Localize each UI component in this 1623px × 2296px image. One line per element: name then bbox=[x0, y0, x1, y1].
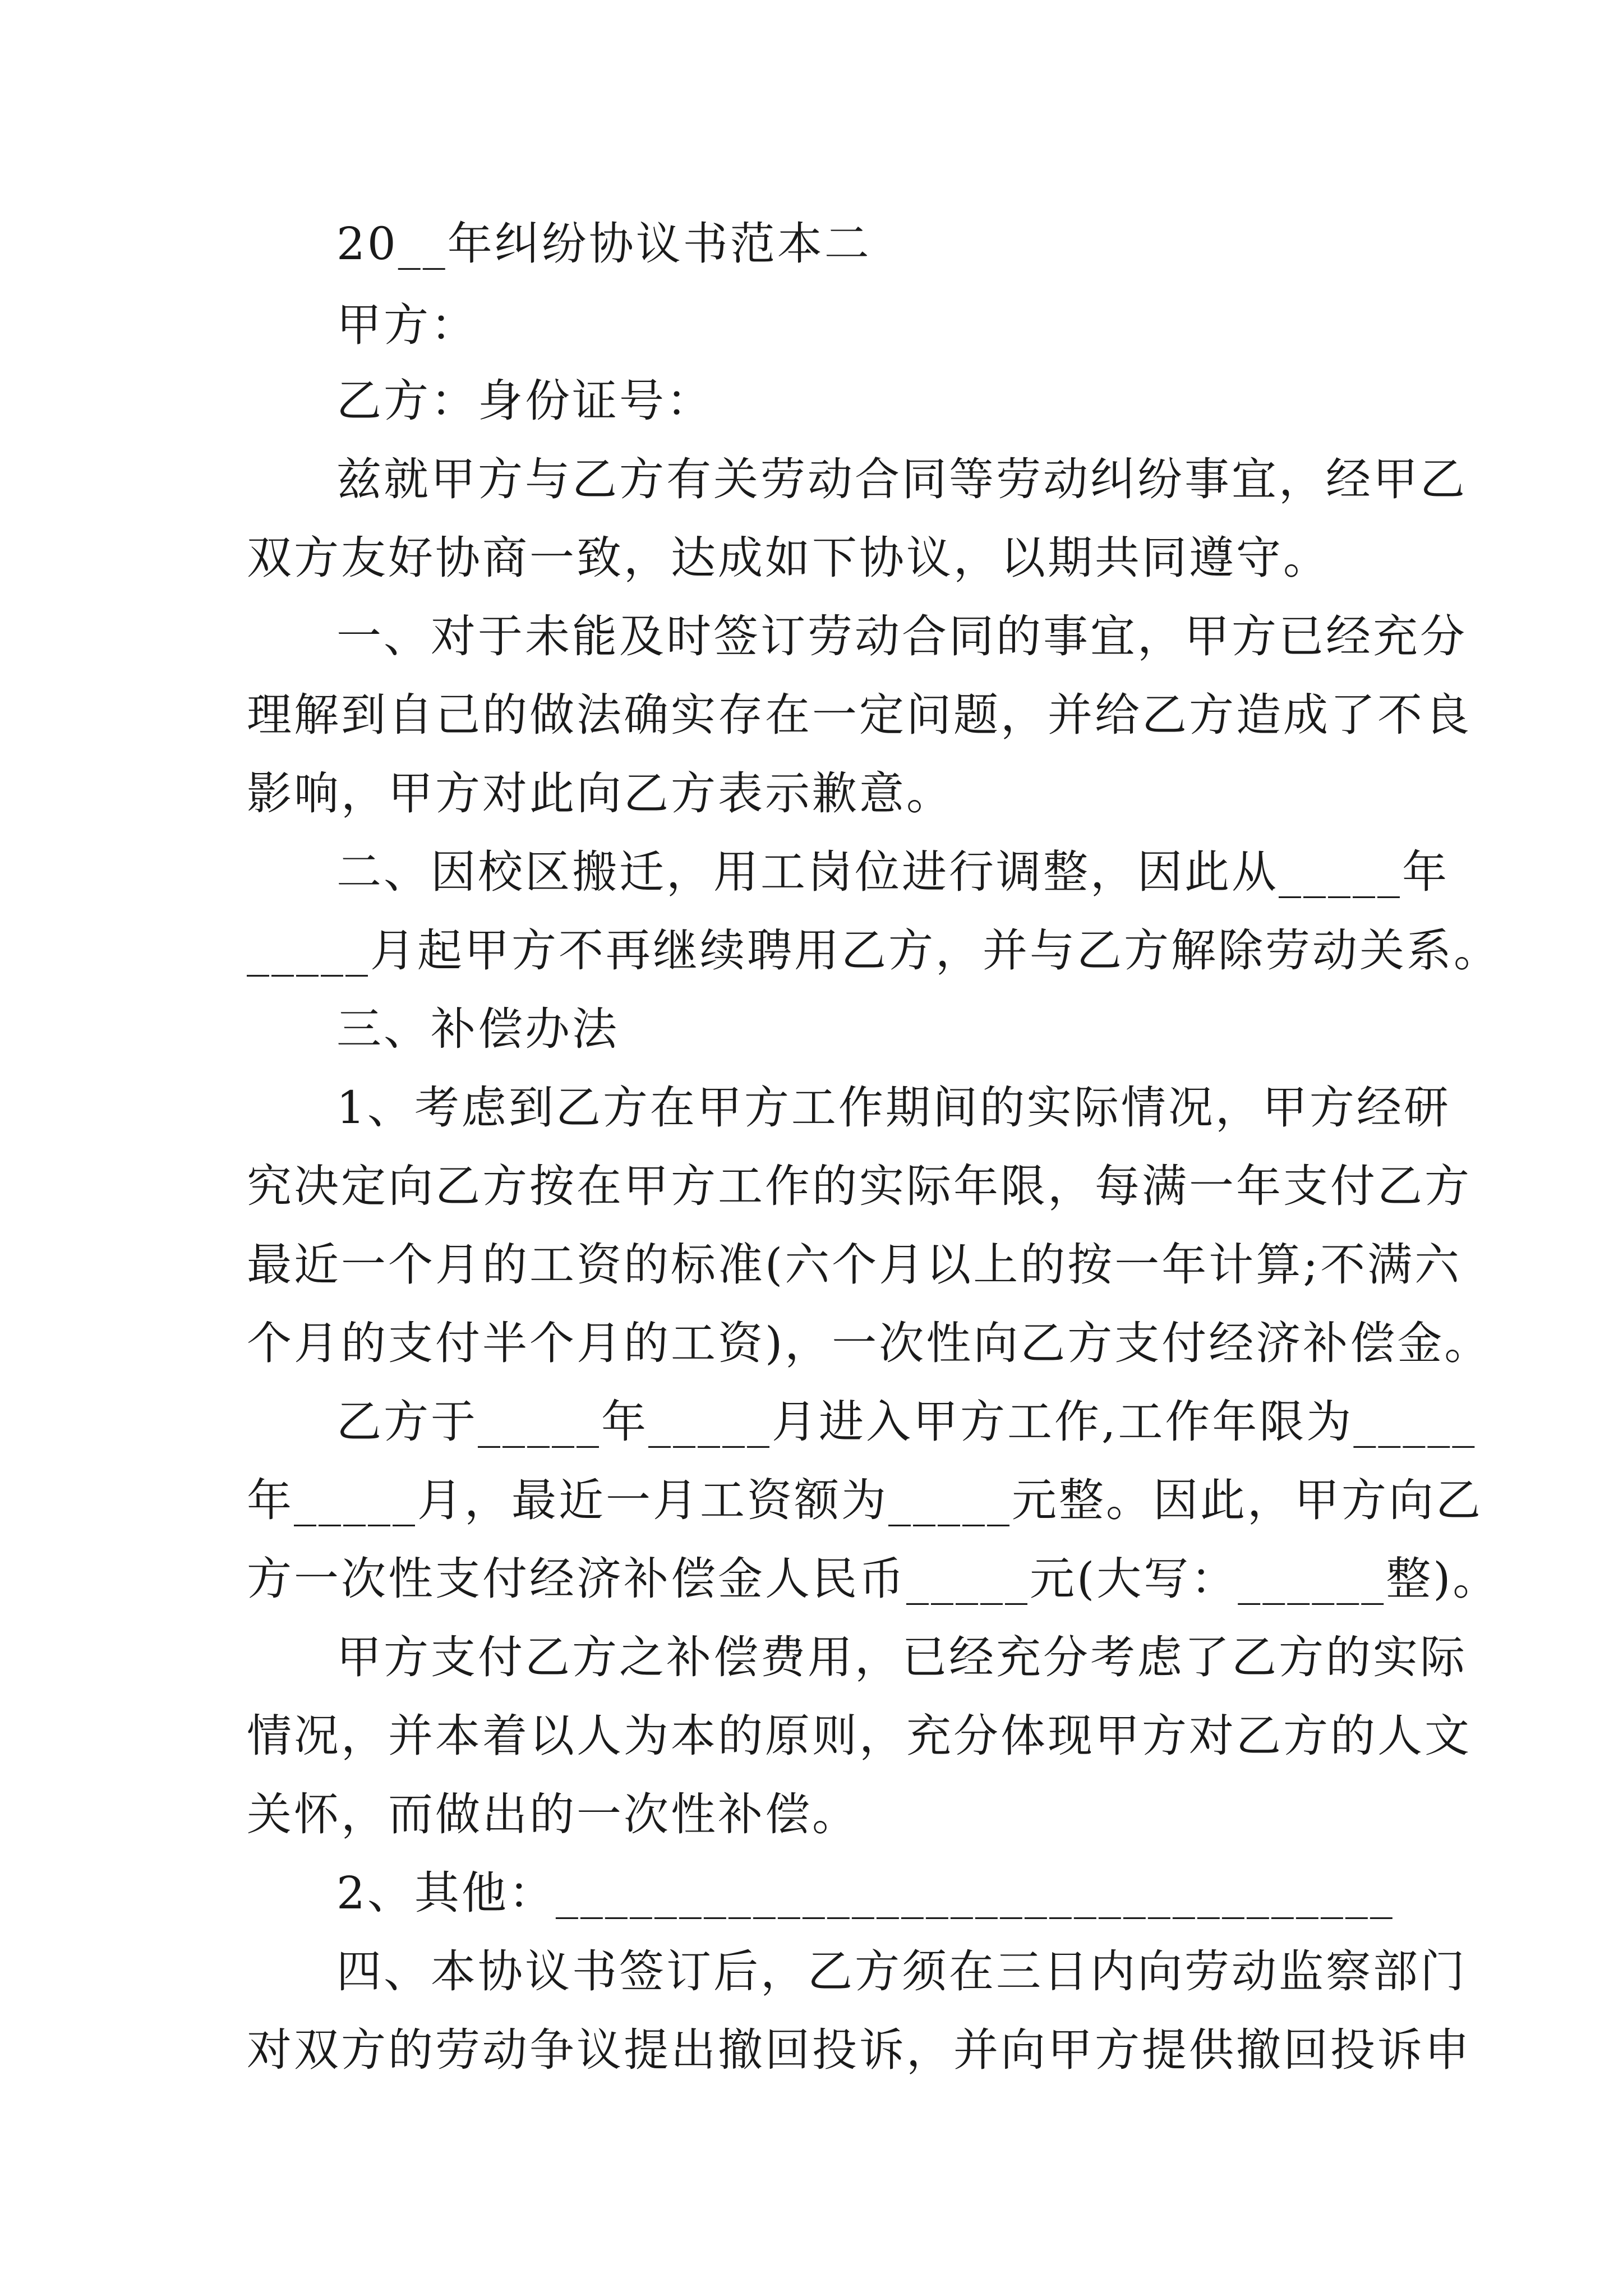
paragraph-line: 情况，并本着以人为本的原则，充分体现甲方对乙方的人文 bbox=[247, 1710, 1472, 1762]
paragraph-line: 个月的支付半个月的工资)，一次性向乙方支付经济补偿金。 bbox=[247, 1317, 1492, 1369]
paragraph-line: 一、对于未能及时签订劳动合同的事宜，甲方已经充分 bbox=[336, 610, 1467, 662]
paragraph-line: 影响，甲方对此向乙方表示歉意。 bbox=[247, 767, 953, 820]
paragraph-line: _____月起甲方不再继续聘用乙方，并与乙方解除劳动关系。 bbox=[247, 924, 1501, 977]
paragraph-line: 对双方的劳动争议提出撤回投诉，并向甲方提供撤回投诉申 bbox=[247, 2024, 1472, 2076]
paragraph-line: 年_____月，最近一月工资额为_____元整。因此，甲方向乙 bbox=[247, 1474, 1483, 1526]
paragraph-line: 方一次性支付经济补偿金人民币_____元(大写：______整)。 bbox=[247, 1553, 1500, 1605]
paragraph-line: 关怀，而做出的一次性补偿。 bbox=[247, 1788, 859, 1841]
paragraph-line: 究决定向乙方按在甲方工作的实际年限，每满一年支付乙方 bbox=[247, 1160, 1472, 1212]
paragraph-line: 理解到自己的做法确实存在一定问题，并给乙方造成了不良 bbox=[247, 689, 1472, 741]
paragraph-line: 双方友好协商一致，达成如下协议，以期共同遵守。 bbox=[247, 532, 1330, 584]
paragraph-line: 二、因校区搬迁，用工岗位进行调整，因此从_____年 bbox=[336, 846, 1449, 898]
document-title: 20__年纠纷协议书范本二 bbox=[336, 218, 872, 270]
party-b-line: 乙方：身份证号： bbox=[336, 375, 713, 427]
paragraph-line: 最近一个月的工资的标准(六个月以上的按一年计算;不满六 bbox=[247, 1239, 1462, 1291]
paragraph-line: 乙方于_____年_____月进入甲方工作,工作年限为_____ bbox=[336, 1396, 1477, 1448]
section-heading: 三、补偿办法 bbox=[336, 1003, 619, 1055]
paragraph-line: 2、其他：__________________________________ bbox=[336, 1867, 1395, 1919]
paragraph-line: 甲方支付乙方之补偿费用，已经充分考虑了乙方的实际 bbox=[336, 1631, 1467, 1683]
party-a-line: 甲方： bbox=[336, 299, 478, 351]
paragraph-line: 1、考虑到乙方在甲方工作期间的实际情况，甲方经研 bbox=[336, 1082, 1451, 1134]
paragraph-line: 兹就甲方与乙方有关劳动合同等劳动纠纷事宜，经甲乙 bbox=[336, 453, 1467, 505]
paragraph-line: 四、本协议书签订后，乙方须在三日内向劳动监察部门 bbox=[336, 1945, 1467, 1998]
